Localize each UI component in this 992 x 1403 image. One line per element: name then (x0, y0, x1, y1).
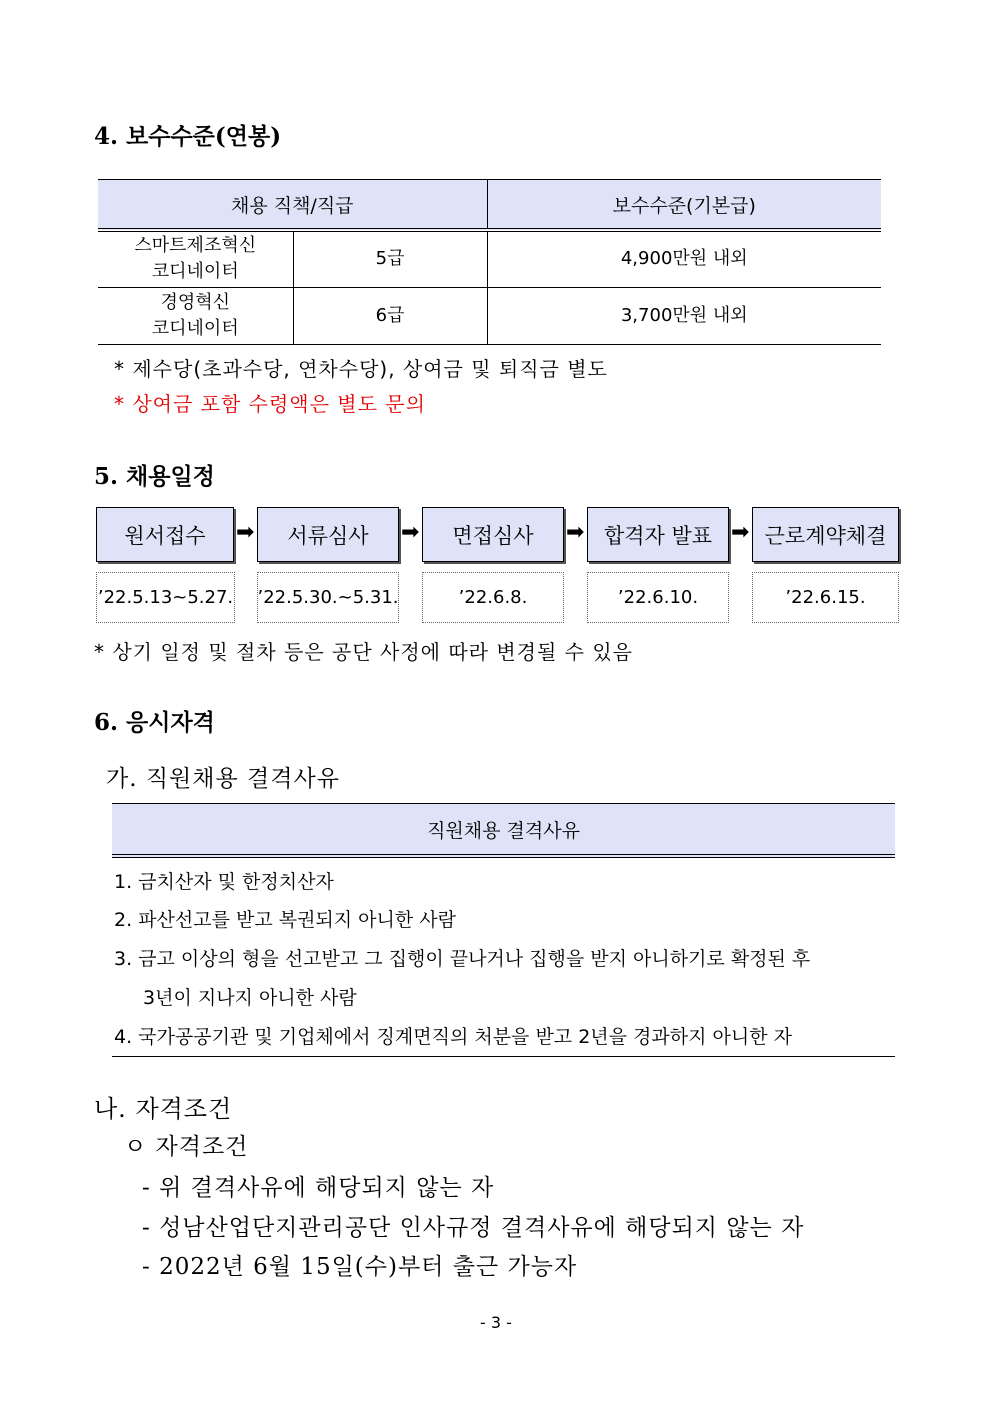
step-box: 면접심사 (422, 507, 564, 562)
qualification-bullet: ㅇ 자격조건 (124, 1134, 249, 1160)
step-box: 원서접수 (96, 507, 234, 562)
salary-note-red: * 상여금 포함 수령액은 별도 문의 (114, 392, 426, 416)
step-date: ’22.6.15. (752, 572, 899, 623)
salary-note: * 제수당(초과수당, 연차수당), 상여금 및 퇴직금 별도 (114, 357, 608, 381)
schedule-note: * 상기 일정 및 절차 등은 공단 사정에 따라 변경될 수 있음 (94, 640, 633, 664)
list-item: 3. 금고 이상의 형을 선고받고 그 집행이 끝나거나 집행을 받지 아니하기로 확정된 후 (114, 948, 811, 970)
step-box: 합격자 발표 (587, 507, 729, 562)
salary-cell: 4,900만원 내외 (487, 230, 881, 287)
arrow-right-icon: ➡ (401, 520, 420, 545)
divider (112, 1056, 895, 1057)
subsection-b-title: 나. 자격조건 (94, 1095, 233, 1123)
list-item: 1. 금치산자 및 한정치산자 (114, 871, 334, 893)
position-line: 코디네이터 (151, 261, 239, 283)
list-item: 2. 파산선고를 받고 복권되지 아니한 사람 (114, 909, 456, 931)
table-row (98, 287, 881, 344)
qualification-item: - 성남산업단지관리공단 인사규정 결격사유에 해당되지 않는 자 (142, 1215, 805, 1241)
subsection-a-title: 가. 직원채용 결격사유 (106, 766, 340, 792)
arrow-right-icon: ➡ (236, 520, 255, 545)
position-cell (98, 287, 293, 344)
section-4-title: 4. 보수수준(연봉) (94, 123, 282, 150)
disqualification-box-title: 직원채용 결격사유 (112, 803, 895, 858)
position-line: 코디네이터 (151, 317, 239, 339)
arrow-right-icon: ➡ (566, 520, 585, 545)
table-row (98, 230, 881, 287)
list-item: 3년이 지나지 아니한 사람 (143, 987, 357, 1009)
position-line: 스마트제조혁신 (134, 235, 257, 257)
step-date: ’22.6.10. (587, 572, 729, 623)
section-6-title: 6. 응시자격 (94, 709, 215, 736)
grade-cell: 6급 (293, 287, 487, 344)
step-box: 근로계약체결 (752, 507, 899, 562)
arrow-right-icon: ➡ (731, 520, 750, 545)
salary-header-pay: 보수수준(기본급) (487, 180, 881, 231)
position-line: 경영혁신 (160, 291, 231, 313)
salary-header-position: 채용 직책/직급 (98, 180, 487, 231)
position-cell (98, 230, 293, 287)
step-box: 서류심사 (257, 507, 399, 562)
step-date: ’22.6.8. (422, 572, 564, 623)
qualification-item: - 위 결격사유에 해당되지 않는 자 (142, 1175, 495, 1201)
step-date: ’22.5.30.~5.31. (257, 572, 399, 623)
step-date: ’22.5.13~5.27. (96, 572, 235, 623)
grade-cell: 5급 (293, 230, 487, 287)
list-item: 4. 국가공공기관 및 기업체에서 징계면직의 처분을 받고 2년을 경과하지 아니한 자 (114, 1026, 792, 1048)
salary-table (98, 179, 881, 345)
section-5-title: 5. 채용일정 (94, 463, 215, 490)
salary-cell: 3,700만원 내외 (487, 287, 881, 344)
page-number: - 3 - (480, 1313, 512, 1332)
qualification-item: - 2022년 6월 15일(수)부터 출근 가능자 (142, 1254, 578, 1280)
